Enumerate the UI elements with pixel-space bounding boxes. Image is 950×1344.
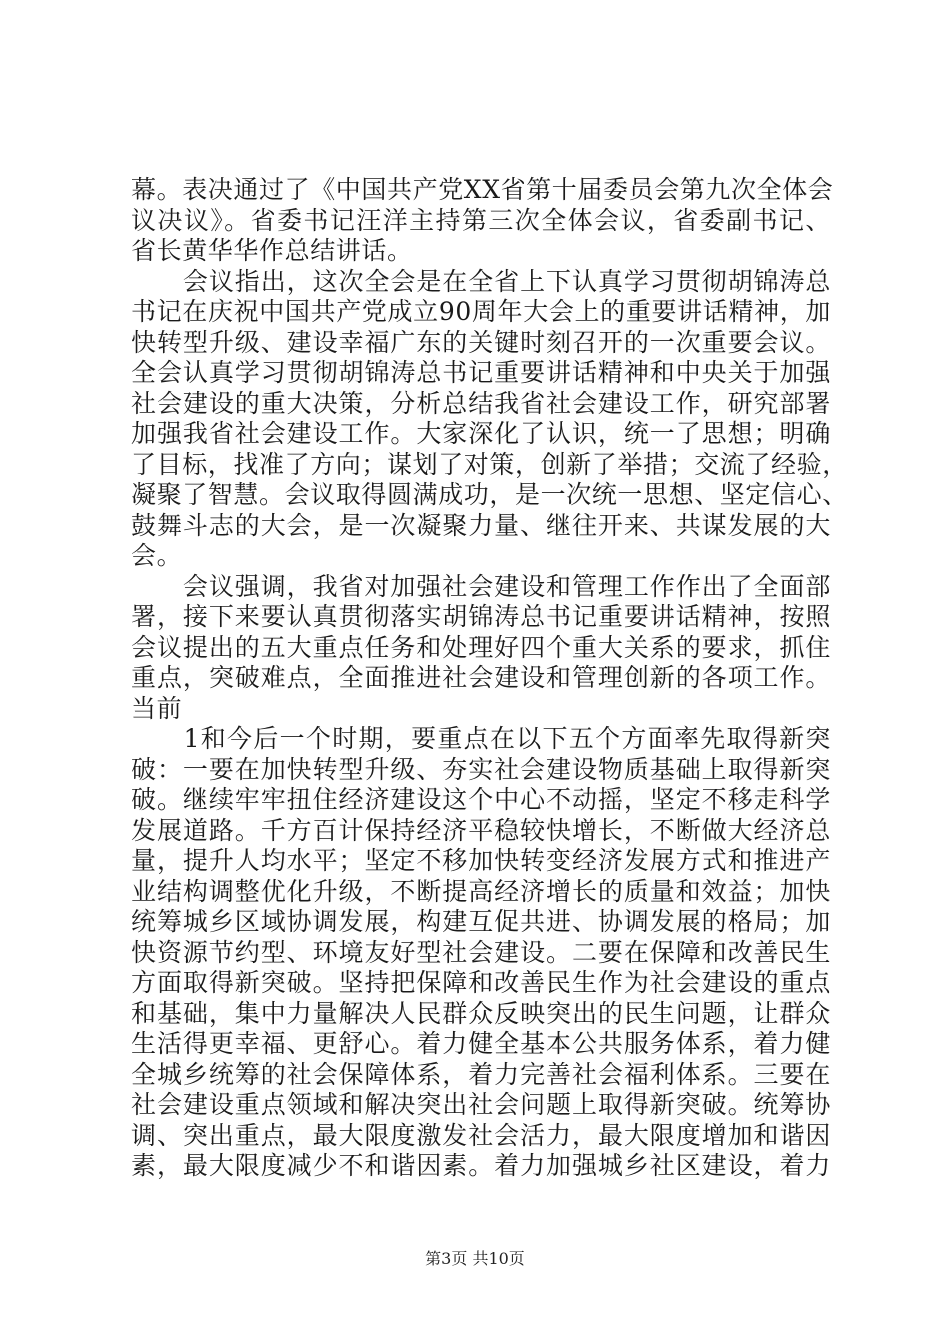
- body-text: [131, 175, 848, 1182]
- page-footer: 第3页 共10页: [425, 1249, 525, 1268]
- text-line: 破。继续牢牢扭住经济建设这个中心不动摇，坚定不移走科学: [131, 785, 831, 814]
- text-line: 1和今后一个时期，要重点在以下五个方面率先取得新突: [131, 724, 831, 753]
- text-line: 会议提出的五大重点任务和处理好四个重大关系的要求，抓住: [131, 632, 831, 662]
- text-line: 快转型升级、建设幸福广东的关键时刻召开的一次重要会议。: [131, 327, 831, 357]
- text-line: 调、突出重点，最大限度激发社会活力，最大限度增加和谐因: [131, 1120, 831, 1150]
- text-line: 省长黄华华作总结讲话。: [131, 236, 413, 265]
- text-line: 统筹城乡区域协调发展，构建互促共进、协调发展的格局；加: [131, 907, 831, 936]
- text-line: 幕。表决通过了《中国共产党XX省第十届委员会第九次全体会: [131, 175, 834, 204]
- text-line: 会议强调，我省对加强社会建设和管理工作作出了全面部: [131, 571, 831, 601]
- text-line: 社会建设的重大决策，分析总结我省社会建设工作，研究部署: [131, 388, 831, 418]
- text-line: 书记在庆祝中国共产党成立90周年大会上的重要讲话精神，加: [131, 297, 831, 326]
- text-line: 重点，突破难点，全面推进社会建设和管理创新的各项工作。: [131, 663, 831, 692]
- text-line: 加强我省社会建设工作。大家深化了认识，统一了思想；明确: [131, 419, 831, 448]
- text-line: 了目标，找准了方向；谋划了对策，创新了举措；交流了经验，: [131, 449, 848, 479]
- text-line: 快资源节约型、环境友好型社会建设。二要在保障和改善民生: [131, 937, 831, 967]
- text-line: 鼓舞斗志的大会，是一次凝聚力量、继往开来、共谋发展的大: [131, 510, 831, 540]
- text-line: 素，最大限度减少不和谐因素。着力加强城乡社区建设，着力: [131, 1151, 831, 1180]
- text-line: 署，接下来要认真贯彻落实胡锦涛总书记重要讲话精神，按照: [131, 602, 831, 631]
- text-line: 社会建设重点领域和解决突出社会问题上取得新突破。统筹协: [131, 1090, 831, 1119]
- text-line: 破：一要在加快转型升级、夯实社会建设物质基础上取得新突: [131, 754, 831, 784]
- text-line: 会。: [131, 541, 183, 570]
- text-line: 业结构调整优化升级，不断提高经济增长的质量和效益；加快: [131, 876, 831, 906]
- text-line: 发展道路。千方百计保持经济平稳较快增长，不断做大经济总: [131, 815, 831, 845]
- text-line: 凝聚了智慧。会议取得圆满成功，是一次统一思想、坚定信心、: [131, 480, 848, 509]
- text-line: 全会认真学习贯彻胡锦涛总书记重要讲话精神和中央关于加强: [131, 358, 831, 387]
- text-line: 生活得更幸福、更舒心。着力健全基本公共服务体系，着力健: [131, 1029, 831, 1058]
- text-line: 议决议》。省委书记汪洋主持第三次全体会议，省委副书记、: [131, 205, 831, 235]
- text-line: 和基础，集中力量解决人民群众反映突出的民生问题，让群众: [131, 998, 831, 1028]
- text-line: 量，提升人均水平；坚定不移加快转变经济发展方式和推进产: [131, 846, 831, 875]
- text-line: 当前: [131, 693, 183, 723]
- text-line: 会议指出，这次全会是在全省上下认真学习贯彻胡锦涛总: [131, 266, 831, 296]
- text-line: 方面取得新突破。坚持把保障和改善民生作为社会建设的重点: [131, 968, 831, 997]
- text-line: 全城乡统筹的社会保障体系，着力完善社会福利体系。三要在: [131, 1059, 831, 1089]
